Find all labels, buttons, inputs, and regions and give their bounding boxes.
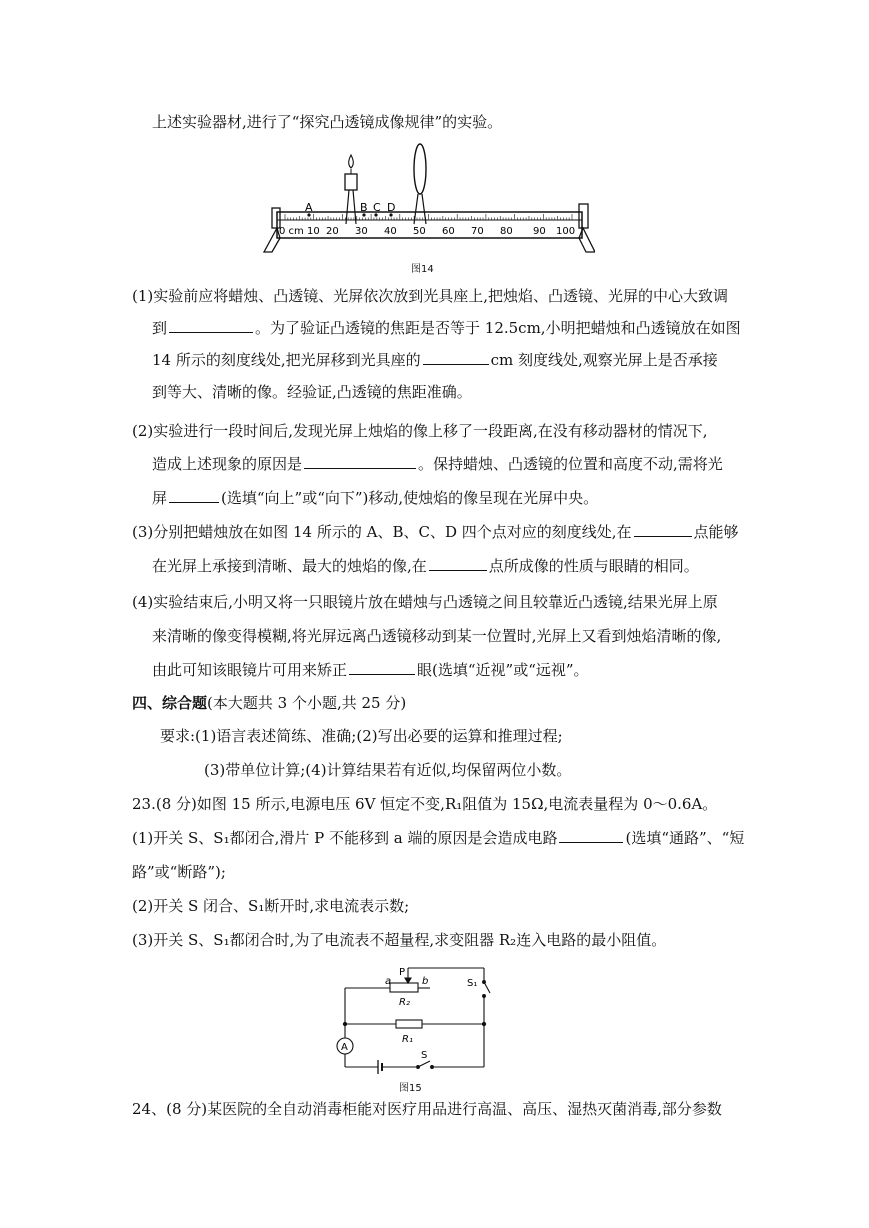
- requirements-line-2: (3)带单位计算;(4)计算结果若有近似,均保留两位小数。: [204, 761, 572, 779]
- answer-blank[interactable]: [304, 454, 416, 469]
- tick-label: 40: [384, 226, 397, 237]
- tick-label: 0 cm 10: [279, 226, 320, 237]
- q4-line-3: 由此可知该眼镜片可用来矫正 眼(选填“近视”或“远视”。: [152, 661, 589, 679]
- q2-line-3: 屏 (选填“向上”或“向下”)移动,使烛焰的像呈现在光屏中央。: [152, 489, 599, 507]
- s1-label: S₁: [467, 978, 478, 989]
- tick-label: 90: [533, 226, 546, 237]
- r2-label: R₂: [399, 997, 410, 1008]
- q1-line-1: (1)实验前应将蜡烛、凸透镜、光屏依次放到光具座上,把烛焰、凸透镜、光屏的中心大致调: [132, 287, 729, 305]
- requirements-line-1: 要求:(1)语言表述简练、准确;(2)写出必要的运算和推理过程;: [160, 727, 563, 745]
- q23-part-3: (3)开关 S、S₁都闭合时,为了电流表不超量程,求变阻器 R₂连入电路的最小阻值。: [132, 931, 667, 949]
- q1-line-4: 到等大、清晰的像。经验证,凸透镜的焦距准确。: [152, 383, 472, 401]
- figure-14-optical-bench: [250, 142, 595, 260]
- answer-blank[interactable]: [349, 660, 415, 675]
- s-label: S: [421, 1050, 428, 1061]
- q4-line-1: (4)实验结束后,小明又将一只眼镜片放在蜡烛与凸透镜之间且较靠近凸透镜,结果光屏上原: [132, 593, 718, 611]
- tick-label: 30: [355, 226, 368, 237]
- answer-blank[interactable]: [634, 522, 692, 537]
- q3-line-1: (3)分别把蜡烛放在如图 14 所示的 A、B、C、D 四个点对应的刻度线处,在 点能够: [132, 523, 739, 541]
- section-4-heading: [132, 693, 406, 713]
- section-note: (本大题共 3 个小题,共 25 分): [207, 694, 407, 712]
- point-label-a: A: [305, 201, 313, 214]
- q23-part-1-cont: 路”或“断路”);: [132, 863, 226, 881]
- q2-line-2: 造成上述现象的原因是 。保持蜡烛、凸透镜的位置和高度不动,需将光: [152, 455, 723, 473]
- answer-blank[interactable]: [429, 556, 487, 571]
- tick-label: 20: [326, 226, 339, 237]
- q23-part-2: (2)开关 S 闭合、S₁断开时,求电流表示数;: [132, 897, 410, 915]
- terminal-a-label: a: [385, 976, 392, 987]
- figure-14-caption: 图14: [411, 264, 434, 275]
- q24-stem: 24、(8 分)某医院的全自动消毒柜能对医疗用品进行高温、高压、湿热灭菌消毒,部分参数: [132, 1100, 722, 1118]
- point-label-b: B: [360, 201, 368, 214]
- point-label-d: D: [387, 201, 396, 214]
- tick-label: 50: [413, 226, 426, 237]
- tick-label: 60: [442, 226, 455, 237]
- section-title: 四、综合题: [132, 694, 208, 712]
- q2-line-1: (2)实验进行一段时间后,发现光屏上烛焰的像上移了一段距离,在没有移动器材的情况下,: [132, 422, 708, 440]
- slider-label: P: [399, 967, 406, 978]
- tick-label: 80: [500, 226, 513, 237]
- tick-label: 70: [471, 226, 484, 237]
- r1-label: R₁: [402, 1034, 413, 1045]
- answer-blank[interactable]: [169, 488, 219, 503]
- answer-blank[interactable]: [169, 318, 253, 333]
- point-label-c: C: [373, 201, 381, 214]
- ruler-ticks: [285, 214, 572, 220]
- q23-stem: 23.(8 分)如图 15 所示,电源电压 6V 恒定不变,R₁阻值为 15Ω,电流表量程为 0～0.6A。: [132, 795, 718, 813]
- terminal-b-label: b: [422, 976, 429, 987]
- q3-line-2: 在光屏上承接到清晰、最大的烛焰的像,在 点所成像的性质与眼睛的相同。: [152, 557, 699, 575]
- ammeter-label: A: [341, 1042, 348, 1053]
- answer-blank[interactable]: [559, 828, 623, 843]
- q23-part-1: (1)开关 S、S₁都闭合,滑片 P 不能移到 a 端的原因是会造成电路 (选填“通路”、“短: [132, 829, 745, 847]
- tick-label: 100: [556, 226, 576, 237]
- figure-15-circuit: [330, 962, 500, 1074]
- answer-blank[interactable]: [423, 350, 489, 365]
- intro-text: 上述实验器材,进行了“探究凸透镜成像规律”的实验。: [152, 113, 503, 131]
- figure-15-caption: 图15: [399, 1083, 422, 1094]
- q1-line-2: 到 。为了验证凸透镜的焦距是否等于 12.5cm,小明把蜡烛和凸透镜放在如图: [152, 319, 741, 337]
- q4-line-2: 来清晰的像变得模糊,将光屏远离凸透镜移动到某一位置时,光屏上又看到烛焰清晰的像,: [152, 627, 722, 645]
- q1-line-3: 14 所示的刻度线处,把光屏移到光具座的 cm 刻度线处,观察光屏上是否承接: [152, 351, 718, 369]
